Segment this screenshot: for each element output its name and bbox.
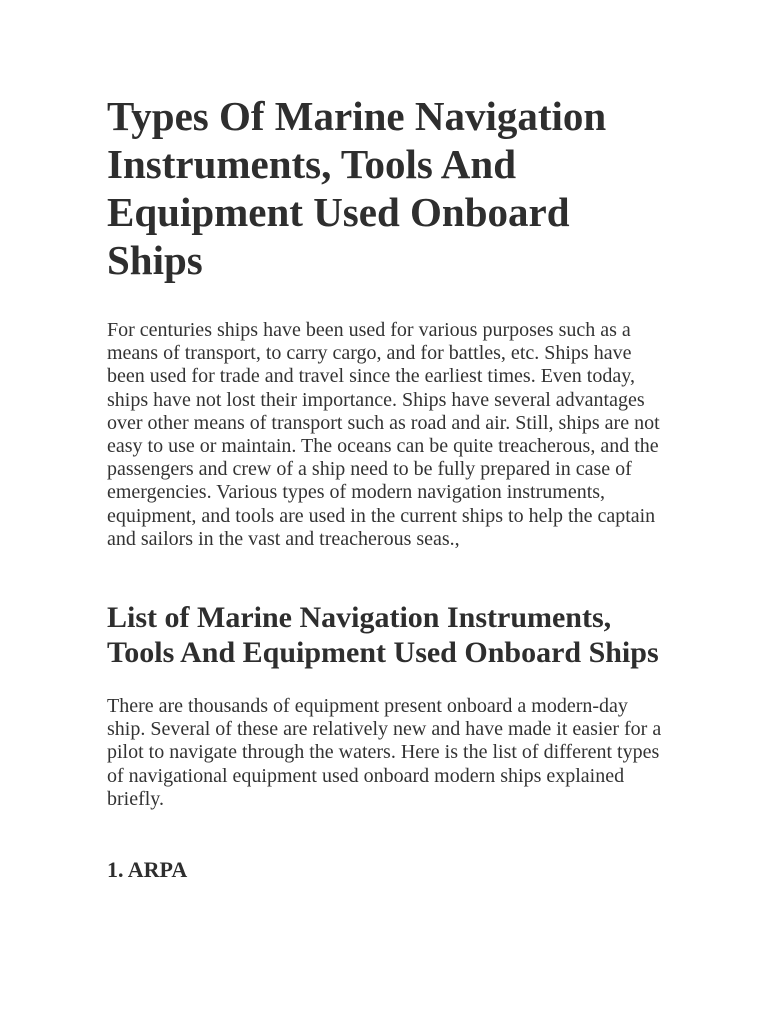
section-heading: List of Marine Navigation Instruments, Tools And Equipment Used Onboard Ships [107, 601, 659, 670]
document-page [107, 92, 667, 883]
article-title: Types Of Marine Navigation Instruments, Tools And Equipment Used Onboard Ships [107, 93, 607, 283]
item-heading-arpa: 1. ARPA [107, 857, 188, 883]
section-paragraph: There are thousands of equipment present onboard a modern-day ship. Several of these are relatively new and have made it easier for a pilot to navigate through the waters. Here is the list of different types of navigational equipment used onboard modern ships explained briefly. [107, 695, 662, 810]
intro-paragraph: For centuries ships have been used for various purposes such as a means of transport, to carry cargo, and for battles, etc. Ships have been used for trade and travel since the earliest times. Even today, ships have not lost their importance. Ships have several advantages over other means of transport such as road and air. Still, ships are not easy to use or maintain. The oceans can be quite treacherous, and the passengers and crew of a ship need to be fully prepared in case of emergencies. Various types of modern navigation instruments, equipment, and tools are used in the current ships to help the captain and sailors in the vast and treacherous seas., [107, 319, 660, 550]
